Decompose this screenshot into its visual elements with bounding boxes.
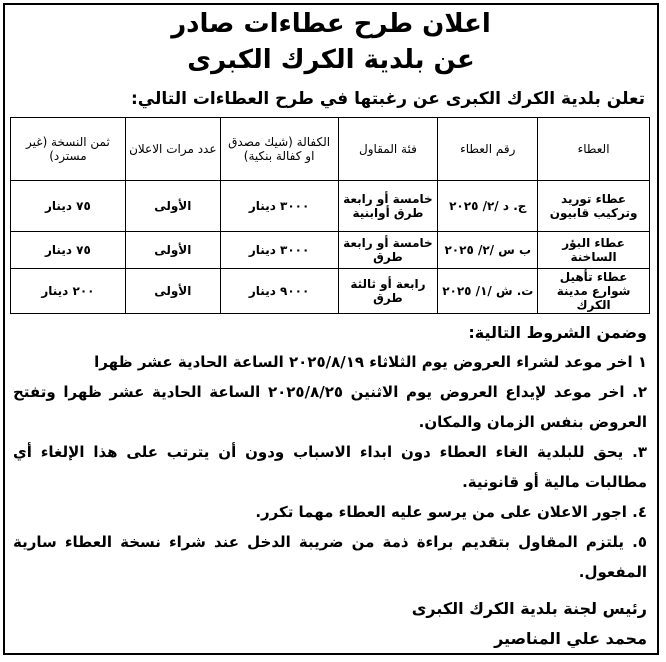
cell-tender-number: ب س /٢/ ٢٠٢٥ xyxy=(438,232,538,269)
cell-ad-count: الأولى xyxy=(125,269,220,314)
cell-guarantee: ٣٠٠٠ دينار xyxy=(220,181,338,232)
table-row xyxy=(11,232,650,269)
table-header-row xyxy=(11,118,650,181)
header-tender: العطاء xyxy=(538,118,650,181)
announcement-title: اعلان طرح عطاءات صادر xyxy=(171,9,491,39)
cell-tender-number: ت. ش /١/ ٢٠٢٥ xyxy=(438,269,538,314)
table-row xyxy=(11,269,650,314)
header-guarantee: الكفالة (شيك مصدق او كفالة بنكية) xyxy=(220,118,338,181)
condition-item: ٥. يلتزم المقاول بتقديم براءة ذمة من ضريبة الدخل عند شراء نسخة العطاء سارية المفعول. xyxy=(13,533,647,581)
header-tender-number: رقم العطاء xyxy=(438,118,538,181)
signature-title: رئيس لجنة بلدية الكرك الكبرى xyxy=(411,599,647,618)
tenders-table xyxy=(10,117,650,314)
condition-item: ٣. يحق للبلدية الغاء العطاء دون ابداء الاسباب ودون أن يترتب على هذا الإلغاء أي مطالبات مالية أو قانونية. xyxy=(13,443,647,491)
conditions-list xyxy=(13,347,647,587)
table-row xyxy=(11,181,650,232)
cell-contractor-class: رابعة أو ثالثة طرق xyxy=(338,269,438,314)
cell-copy-price: ٢٠٠ دينار xyxy=(11,269,126,314)
cell-tender: عطاء تأهيل شوارع مدينة الكرك xyxy=(538,269,650,314)
header-ad-count: عدد مرات الاعلان xyxy=(125,118,220,181)
cell-guarantee: ٩٠٠٠ دينار xyxy=(220,269,338,314)
cell-ad-count: الأولى xyxy=(125,232,220,269)
cell-guarantee: ٣٠٠٠ دينار xyxy=(220,232,338,269)
condition-item: ٢. اخر موعد لإيداع العروض يوم الاثنين ٢٠٢٥/٨/٢٥ الساعة الحادية عشر ظهرا وتفتح العروض بنفس الزمان والمكان. xyxy=(13,383,647,431)
announcement-subtitle: عن بلدية الكرك الكبرى xyxy=(187,45,475,75)
cell-contractor-class: خامسة أو رابعة طرق أوابنية xyxy=(338,181,438,232)
header-copy-price: ثمن النسخة (غير مسترد) xyxy=(11,118,126,181)
intro-text: تعلن بلدية الكرك الكبرى عن رغبتها في طرح العطاءات التالي: xyxy=(131,89,645,109)
cell-contractor-class: خامسة أو رابعة طرق xyxy=(338,232,438,269)
signature-name: محمد علي المناصير xyxy=(494,629,647,648)
tender-announcement xyxy=(3,3,659,655)
cell-tender-number: ج. د /٢/ ٢٠٢٥ xyxy=(438,181,538,232)
cell-copy-price: ٧٥ دينار xyxy=(11,181,126,232)
cell-tender: عطاء توريد وتركيب قابيون xyxy=(538,181,650,232)
cell-ad-count: الأولى xyxy=(125,181,220,232)
cell-tender: عطاء البؤر الساخنة xyxy=(538,232,650,269)
header-contractor-class: فئة المقاول xyxy=(338,118,438,181)
conditions-heading: وضمن الشروط التالية: xyxy=(468,323,647,342)
cell-copy-price: ٧٥ دينار xyxy=(11,232,126,269)
condition-item: ١ اخر موعد لشراء العروض يوم الثلاثاء ٢٠٢٥/٨/١٩ الساعة الحادية عشر ظهرا xyxy=(94,353,647,371)
condition-item: ٤. اجور الاعلان على من يرسو عليه العطاء مهما تكرر. xyxy=(255,503,647,521)
